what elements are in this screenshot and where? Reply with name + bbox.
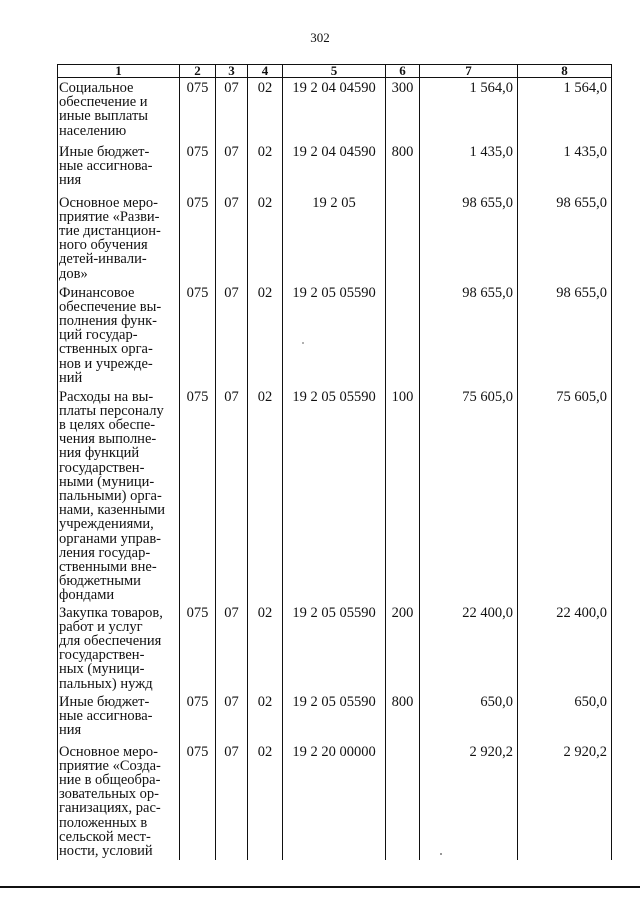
row-description <box>58 692 180 742</box>
description-line: работ и услуг <box>59 618 143 635</box>
target-article-code: 19 2 20 00000 <box>283 742 386 860</box>
subsection-code: 02 <box>248 193 283 283</box>
expense-type-code <box>386 283 420 387</box>
description-line: дов» <box>59 265 88 282</box>
column-header: 4 <box>248 65 283 78</box>
row-description <box>58 193 180 283</box>
table-row <box>58 78 612 142</box>
description-line: обеспечение и <box>59 94 148 111</box>
description-line: нами, казенными <box>59 502 166 519</box>
description-line: ные ассигнова- <box>59 157 153 174</box>
description-line: учреждениями, <box>59 516 154 533</box>
budget-table <box>57 64 612 860</box>
ministry-code: 075 <box>180 193 216 283</box>
description-line: пальными) орга- <box>59 487 162 504</box>
description-line: государствен- <box>59 459 145 476</box>
row-description <box>58 742 180 860</box>
description-line: полнения функ- <box>59 312 157 329</box>
description-line: ний <box>59 369 83 386</box>
subsection-code: 02 <box>248 283 283 387</box>
description-line: ние в общеобра- <box>59 771 161 788</box>
subsection-code: 02 <box>248 387 283 603</box>
description-line: сельской мест- <box>59 828 151 845</box>
description-line: приятие «Разви- <box>59 208 160 225</box>
expense-type-code: 300 <box>386 78 420 142</box>
description-line: иные выплаты <box>59 108 149 125</box>
amount-col7: 1 564,0 <box>420 78 518 142</box>
ministry-code: 075 <box>180 142 216 193</box>
description-line: пальных) нужд <box>59 675 153 692</box>
target-article-code: 19 2 04 04590 <box>283 142 386 193</box>
subsection-code: 02 <box>248 142 283 193</box>
ministry-code: 075 <box>180 387 216 603</box>
table-row <box>58 142 612 193</box>
section-code: 07 <box>216 742 248 860</box>
description-line: органами управ- <box>59 530 162 547</box>
subsection-code: 02 <box>248 742 283 860</box>
description-line: обеспечение вы- <box>59 298 162 315</box>
target-article-code: 19 2 05 05590 <box>283 387 386 603</box>
amount-col8: 1 564,0 <box>518 78 612 142</box>
ministry-code: 075 <box>180 283 216 387</box>
column-header: 6 <box>386 65 420 78</box>
description-line: ления государ- <box>59 544 151 561</box>
amount-col8: 22 400,0 <box>518 603 612 692</box>
scan-speck <box>440 853 442 855</box>
description-line: ственных орга- <box>59 341 153 358</box>
description-line: в целях обеспе- <box>59 416 156 433</box>
section-code: 07 <box>216 78 248 142</box>
subsection-code: 02 <box>248 603 283 692</box>
description-line: ности, условий <box>59 842 153 859</box>
amount-col7: 98 655,0 <box>420 193 518 283</box>
description-line: чения выполне- <box>59 431 157 448</box>
description-line: платы персоналу <box>59 402 164 419</box>
table-row <box>58 742 612 860</box>
description-line: нов и учрежде- <box>59 355 153 372</box>
section-code: 07 <box>216 142 248 193</box>
amount-col8: 75 605,0 <box>518 387 612 603</box>
table-row <box>58 387 612 603</box>
description-line: Основное меро- <box>59 743 158 760</box>
description-line: ных (муници- <box>59 661 145 678</box>
subsection-code: 02 <box>248 78 283 142</box>
row-description <box>58 283 180 387</box>
description-line: Иные бюджет- <box>59 143 150 160</box>
description-line: бюджетными <box>59 573 141 590</box>
row-description <box>58 142 180 193</box>
row-description <box>58 387 180 603</box>
target-article-code: 19 2 05 05590 <box>283 283 386 387</box>
description-line: ными (муници- <box>59 473 155 490</box>
row-description <box>58 78 180 142</box>
description-line: Расходы на вы- <box>59 388 154 405</box>
amount-col8: 98 655,0 <box>518 283 612 387</box>
expense-type-code: 800 <box>386 142 420 193</box>
column-header: 3 <box>216 65 248 78</box>
amount-col7: 2 920,2 <box>420 742 518 860</box>
ministry-code: 075 <box>180 78 216 142</box>
expense-type-code: 800 <box>386 692 420 742</box>
column-header: 2 <box>180 65 216 78</box>
description-line: ния <box>59 171 82 188</box>
table-row <box>58 692 612 742</box>
section-code: 07 <box>216 387 248 603</box>
amount-col7: 1 435,0 <box>420 142 518 193</box>
column-header: 8 <box>518 65 612 78</box>
description-line: приятие «Созда- <box>59 757 161 774</box>
target-article-code: 19 2 05 05590 <box>283 603 386 692</box>
description-line: ния функций <box>59 445 140 462</box>
description-line: ственными вне- <box>59 558 157 575</box>
description-line: ния <box>59 721 82 738</box>
row-description <box>58 603 180 692</box>
section-code: 07 <box>216 603 248 692</box>
page-number: 302 <box>310 30 330 45</box>
description-line: государствен- <box>59 647 145 664</box>
target-article-code: 19 2 05 <box>283 193 386 283</box>
amount-col7: 75 605,0 <box>420 387 518 603</box>
description-line: ганизациях, рас- <box>59 800 161 817</box>
description-line: положенных в <box>59 814 148 831</box>
table-row <box>58 193 612 283</box>
amount-col8: 650,0 <box>518 692 612 742</box>
section-code: 07 <box>216 283 248 387</box>
table-header-row <box>58 65 612 78</box>
ministry-code: 075 <box>180 603 216 692</box>
description-line: фондами <box>59 587 115 604</box>
section-code: 07 <box>216 193 248 283</box>
expense-type-code <box>386 193 420 283</box>
expense-type-code: 100 <box>386 387 420 603</box>
description-line: Основное меро- <box>59 194 158 211</box>
table-row <box>58 603 612 692</box>
target-article-code: 19 2 05 05590 <box>283 692 386 742</box>
description-line: ного обучения <box>59 237 148 254</box>
amount-col8: 1 435,0 <box>518 142 612 193</box>
column-header: 5 <box>283 65 386 78</box>
description-line: детей-инвали- <box>59 251 147 268</box>
bottom-rule <box>0 886 640 888</box>
amount-col8: 2 920,2 <box>518 742 612 860</box>
description-line: тие дистанцион- <box>59 222 161 239</box>
subsection-code: 02 <box>248 692 283 742</box>
description-line: Закупка товаров, <box>59 604 163 621</box>
scan-speck <box>302 342 304 344</box>
description-line: для обеспечения <box>59 632 162 649</box>
target-article-code: 19 2 04 04590 <box>283 78 386 142</box>
ministry-code: 075 <box>180 692 216 742</box>
description-line: ные ассигнова- <box>59 707 153 724</box>
expense-type-code <box>386 742 420 860</box>
description-line: ций государ- <box>59 327 138 344</box>
amount-col7: 98 655,0 <box>420 283 518 387</box>
description-line: Финансовое <box>59 284 135 301</box>
column-header: 7 <box>420 65 518 78</box>
description-line: населению <box>59 122 127 139</box>
amount-col7: 650,0 <box>420 692 518 742</box>
amount-col8: 98 655,0 <box>518 193 612 283</box>
table-row <box>58 283 612 387</box>
ministry-code: 075 <box>180 742 216 860</box>
description-line: Социальное <box>59 80 134 96</box>
column-header: 1 <box>58 65 180 78</box>
expense-type-code: 200 <box>386 603 420 692</box>
description-line: Иные бюджет- <box>59 693 150 710</box>
section-code: 07 <box>216 692 248 742</box>
description-line: зовательных ор- <box>59 786 159 803</box>
amount-col7: 22 400,0 <box>420 603 518 692</box>
table-body <box>58 78 612 860</box>
